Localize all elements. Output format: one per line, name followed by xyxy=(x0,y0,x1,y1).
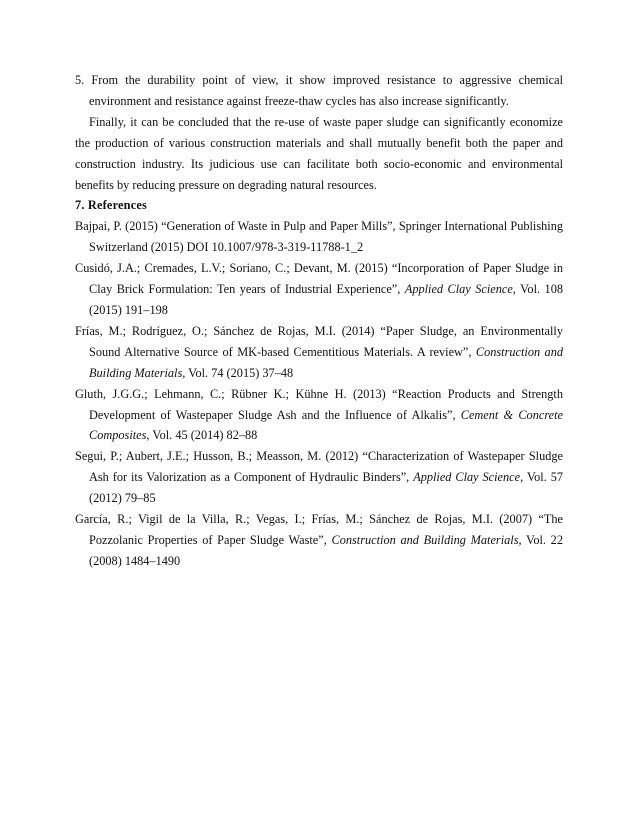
reference-item xyxy=(75,216,563,258)
reference-volume: , Vol. 22 (2008) 1484–1490 xyxy=(89,532,563,568)
reference-volume: , Vol. 108 (2015) 191–198 xyxy=(89,282,563,317)
reference-text: Cusidó, J.A.; Cremades, L.V.; Soriano, C.; Devant, M. (2015) “Incorporation of Paper Sludge in Clay Brick Formulation: Ten years of Industrial Experience”, xyxy=(75,261,563,297)
reference-journal: Applied Clay Science xyxy=(404,282,513,297)
reference-volume: , Vol. 74 (2015) 37–48 xyxy=(182,365,294,380)
reference-volume: , Vol. 57 (2012) 79–85 xyxy=(89,470,563,506)
conclusion-final-paragraph: Finally, it can be concluded that the re-use of waste paper sludge can significantly economize the production of various construction materials and shall mutually benefit both the paper and construction industry. Its judicious use can facilitate both socio-economic and environmental benefits by reducing pressure on degrading natural resources. xyxy=(75,114,563,192)
reference-journal: Construction and Building Materials xyxy=(331,532,519,547)
reference-text: Bajpai, P. (2015) “Generation of Waste in Pulp and Paper Mills”, Springer International Publishing Switzerland (2015) DOI 10.1007/978-3-319-11788-1_2 xyxy=(75,219,563,255)
paper-page xyxy=(75,70,563,572)
reference-item xyxy=(75,509,563,572)
reference-text: Segui, P.; Aubert, J.E.; Husson, B.; Measson, M. (2012) “Characterization of Wastepaper Sludge Ash for its Valorization as a Component of Hydraulic Binders”, xyxy=(75,449,563,485)
reference-text: García, R.; Vigil de la Villa, R.; Vegas, I.; Frías, M.; Sánchez de Rojas, M.I. (2007) “The Pozzolanic Properties of Paper Sludge Waste”, xyxy=(75,512,563,547)
reference-journal: Cement & Concrete Composites xyxy=(89,407,563,443)
reference-journal: Construction and Building Materials xyxy=(89,344,563,380)
reference-text: Frías, M.; Rodríguez, O.; Sánchez de Rojas, M.I. (2014) “Paper Sludge, an Environmentally Sound Alternative Source of MK-based Cementitious Materials. A review”, xyxy=(75,323,563,359)
reference-volume: , Vol. 45 (2014) 82–88 xyxy=(146,428,258,443)
references-heading: 7. References xyxy=(75,198,148,213)
reference-item xyxy=(75,446,563,509)
reference-text: Gluth, J.G.G.; Lehmann, C.; Rübner K.; Kühne H. (2013) “Reaction Products and Strength Development of Wastepaper Sludge Ash and the Influence of Alkalis”, xyxy=(75,386,563,422)
reference-item xyxy=(75,258,563,321)
conclusion-item-5: 5. From the durability point of view, it show improved resistance to aggressive chemical environment and resistance against freeze-thaw cycles has also increase significantly. xyxy=(75,73,563,108)
reference-journal: Applied Clay Science xyxy=(413,470,521,485)
reference-item xyxy=(75,321,563,384)
reference-item xyxy=(75,384,563,447)
